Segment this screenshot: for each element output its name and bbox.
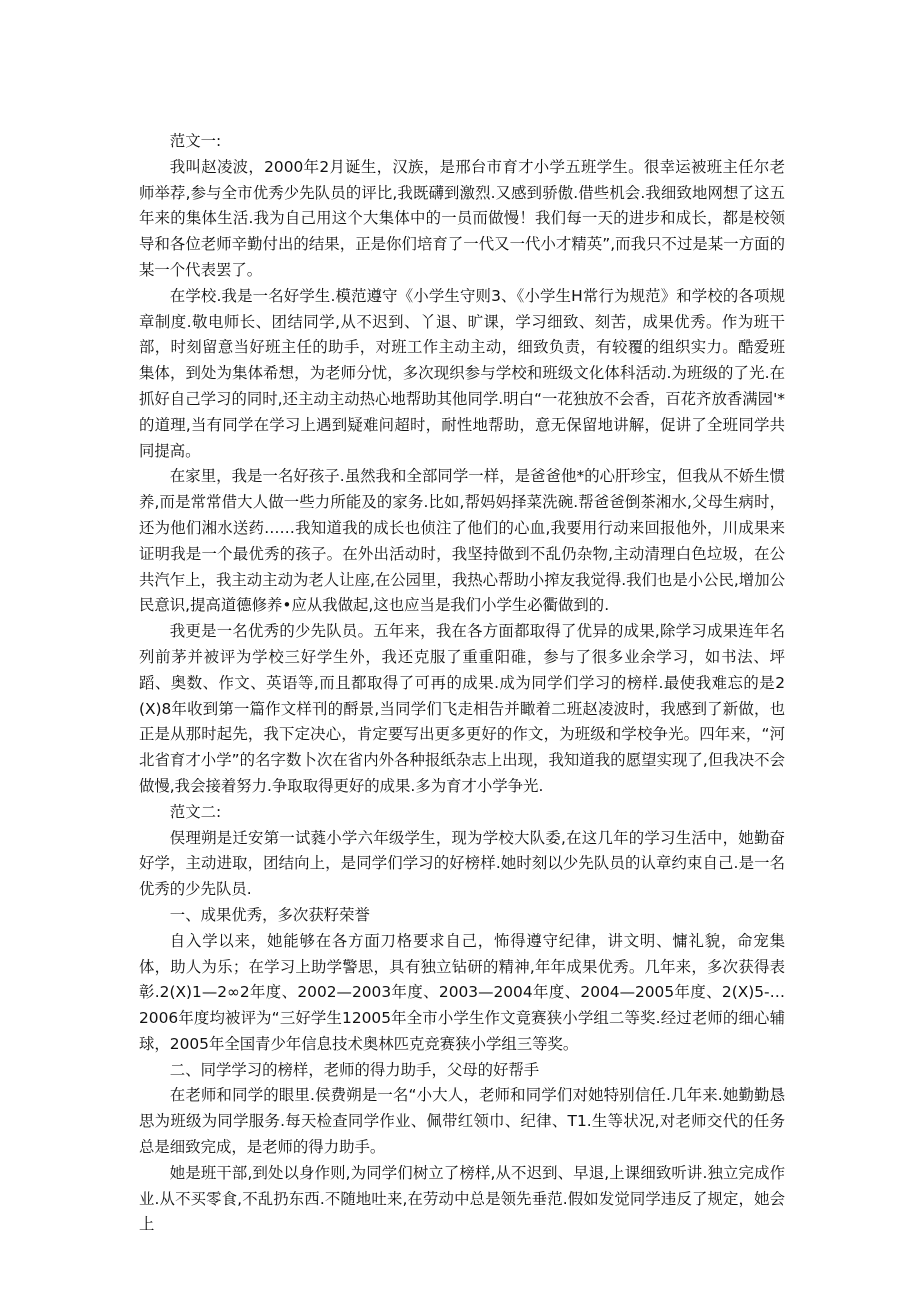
sample-one-paragraph-1: 我叫赵凌波，2000年2月诞生，汉族，是邢台市育才小学五班学生。很幸运被班主任尔老师举荐,参与全市优秀少先队员的评比,我既礴到激烈.又感到骄傲.借些机会.我细致地网想了这五年来的集体生活.我为自己用这个大集体中的一员而做慢！我们每一天的进步和成长，都是校领导和各位老师辛勤付出的结果，正是你们培育了一代又一代小才精英”,而我只不过是某一方面的某一个代表罢了。 [139,157,785,279]
sample-one-paragraph-4: 我更是一名优秀的少先队员。五年来，我在各方面都取得了优异的成果,除学习成果连年名列前茅并被评为学校三好学生外，我还克服了重重阳碓，参与了很多业余学习，如书法、坪蹈、奥数、作文、英语等,而且都取得了可再的成果.成为同学们学习的榜样.最使我难忘的是2(X)8年收到第一篇作文样刊的酹景,当同学们飞走相告并瞰着二班赵凌波时，我感到了新做，也正是从那时起先，我下定决心，肯定要写出更多更好的作文，为班级和学校争光。四年来，“河北省育才小学”的名字数卜次在省内外各种报纸杂志上出现，我知道我的愿望实现了,但我决不会做慢,我会接着努力.争取取得更好的成果.多为育才小学争光. [139,622,785,795]
section-two-paragraph-2: 她是班干部,到处以身作则,为同学们树立了榜样,从不迟到、早退,上课细致听讲.独立完成作业.从不买零食,不乱扔东西.不随地吐来,在劳动中总是领先垂范.假如发觉同学违反了规定，她会上 [139,1163,785,1234]
sample-two-intro: 俣理朔是迁安第一试蕤小学六年级学生，现为学校大队委,在这几年的学习生活中，她勤奋好学，主动进取，团结向上，是同学们学习的好榜样.她时刻以少先队员的认章约束自己.是一名优秀的少先队员. [139,828,785,899]
sample-one-paragraph-2: 在学校.我是一名好学生.模范遵守《小学生守则3、《小学生H常行为规范》和学校的各项规章制度.敬电师长、团结同学,从不迟到、丫退、旷课，学习细致、刻苦，成果优秀。作为班干部，时刻留意当好班主任的助手，对班工作主动主动，细致负责，有较覆的组织实力。酷爱班集体，到处为集体希想，为老师分忧，多次现织参与学校和班级文化体科活动.为班级的了光.在抓好自己学习的同时,还主动主动热心地帮助其他同学.明白“一花独放不会香，百花齐放香满园'*的道理,当有同学在学习上遇到疑难问超时，耐性地帮助，意无保留地讲解，促讲了全班同学共同提高。 [139,286,785,460]
section-two-title: 二、同学学习的榜样，老师的得力助手，父母的好帮手 [169,1060,540,1079]
section-two-paragraph-1: 在老师和同学的眼里.侯费朔是一名“小大人，老师和同学们对她特别信任.几年来.她勤勤恳思为班级为同学服务.每天检查同学作业、佩带红领巾、纪律、T1.生等状况,对老师交代的任务总是细致完成，是老师的得力助手。 [139,1086,785,1157]
sample-one-heading: 范文一: [169,132,222,150]
sample-two-heading: 范文二: [169,802,222,821]
section-one-title: 一、成果优秀，多次获籽荣誉 [169,905,370,924]
document-body [139,129,785,1238]
section-one-paragraph: 自入学以来，她能够在各方面刀格要求自己，怖得遵守纪律，讲文明、慵礼貌，命宠集体，助人为乐；在学习上助学警思，具有独立钻研的精神,年年成果优秀。几年来，多次获得表彰.2(X)1—2∞2年度、2002—2003年度、2003—2004年度、2004—2005年度、2(X)5-…2006年度均被评为“三好学生12005年全市小学生作文竟赛狭小学组二等奖.经过老师的细心辅球，2005年全国青少年信息技术奥林匹克竞赛狭小学组三等奖。 [139,931,785,1053]
sample-one-paragraph-3: 在家里，我是一名好孩子.虽然我和全部同学一样，是爸爸他*的心肝珍宝，但我从不娇生惯养,而是常常借大人做一些力所能及的家务.比如,帮妈妈择菜洗碗.帮爸爸倒茶湘水,父母生病时，还为他们湘水送药……我知道我的成长也侦注了他们的心血,我要用行动来回报他外，川成果来证明我是一个最优秀的孩子。在外出活动时，我坚持做到不乱仍杂物,主动清理白色垃圾，在公共汽乍上，我主动主动为老人让座,在公园里，我热心帮助小搾友我觉得.我们也是小公民,增加公民意识,提高道德修养•应从我做起,这也应当是我们小学生必衢做到的. [139,467,785,615]
